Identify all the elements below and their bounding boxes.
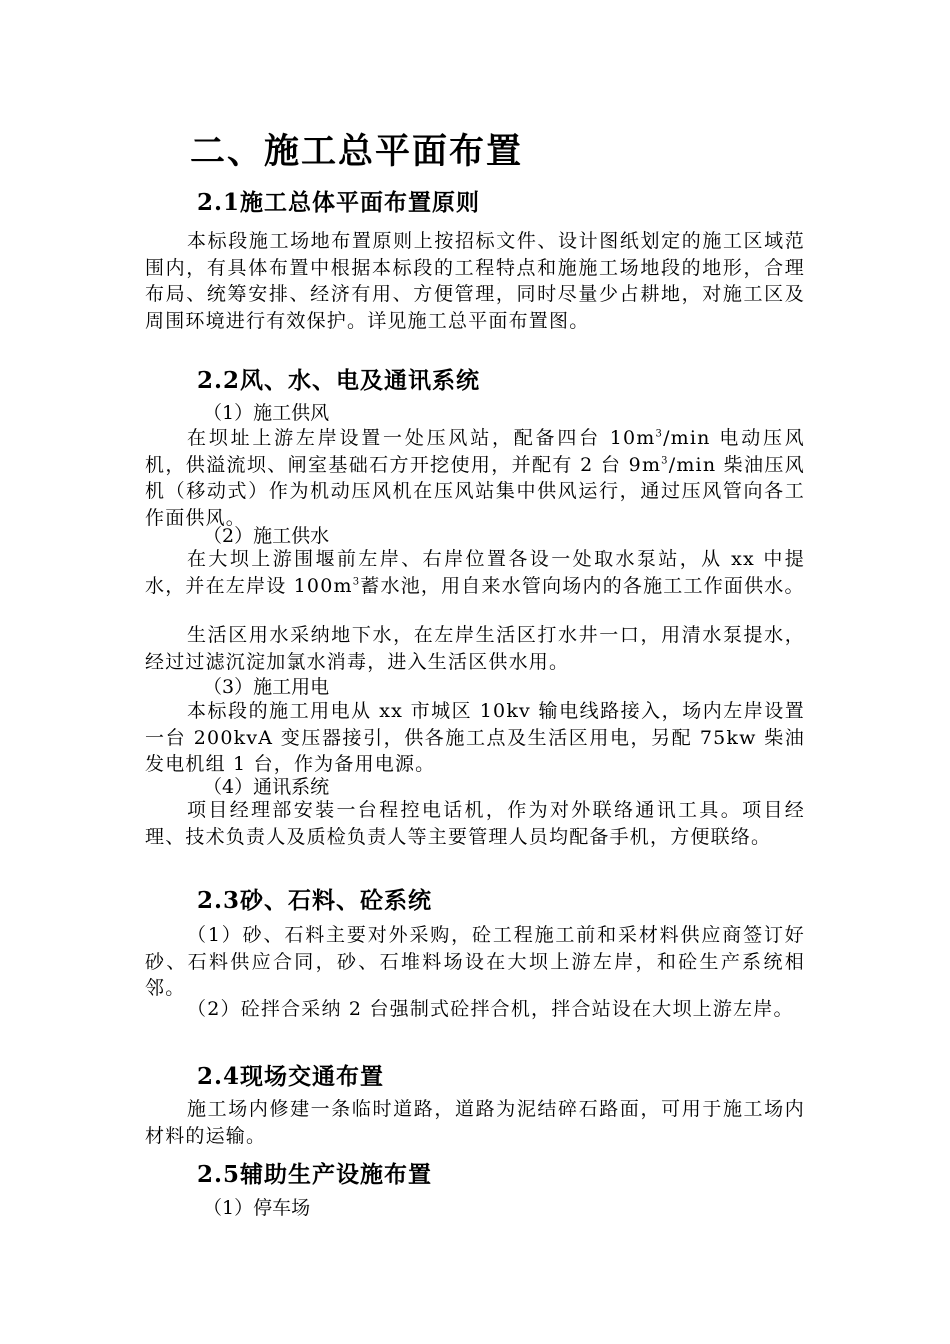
air-supply-paragraph: 在坝址上游左岸设置一处压风站，配备四台 $10m^3/\min$ 电动压风机，供溢流坝、闸室基础石方开挖使用，并配有 2 台 $9m^3/\min$ 柴油压风机（移动式）作为机动压风机在压风站集中供风运行，通过压风管向各工作面供风。 [145, 427, 805, 529]
subsection-air-supply: （1）施工供风 [203, 402, 330, 424]
domestic-water-paragraph: 生活区用水采纳地下水，在左岸生活区打水井一口，用清水泵提水，经过过滤沉淀加氯水消毒，进入生活区供水用。 [145, 624, 805, 673]
subsection-communication: （4）通讯系统 [203, 776, 330, 798]
subsection-water-supply: （2）施工供水 [203, 525, 330, 547]
subsection-power-supply: （3）施工用电 [203, 676, 330, 698]
water-supply-paragraph: 在大坝上游围堰前左岸、右岸位置各设一处取水泵站，从 xx 中提水，并在左岸设 $100m^3$蓄水池，用自来水管向场内的各施工工作面供水。 [145, 548, 805, 597]
section-2-5-heading: 2.5辅助生产设施布置 [197, 1161, 433, 1188]
subsection-parking: （1）停车场 [203, 1197, 311, 1219]
traffic-paragraph: 施工场内修建一条临时道路，道路为泥结碎石路面，可用于施工场内材料的运输。 [145, 1098, 805, 1147]
section-2-1-paragraph: 本标段施工场地布置原则上按招标文件、设计图纸划定的施工区域范围内，有具体布置中根据本标段的工程特点和施施工场地段的地形，合理布局、统筹安排、经济有用、方便管理，同时尽量少占耕地，对施工区及周围环境进行有效保护。详见施工总平面布置图。 [145, 230, 805, 332]
communication-paragraph: 项目经理部安装一台程控电话机，作为对外联络通讯工具。项目经理、技术负责人及质检负责人等主要管理人员均配备手机，方便联络。 [145, 799, 805, 848]
section-2-3-heading: 2.3砂、石料、砼系统 [197, 887, 433, 914]
power-supply-paragraph: 本标段的施工用电从 xx 市城区 10kv 输电线路接入，场内左岸设置一台 200kvA 变压器接引，供各施工点及生活区用电，另配 75kw 柴油发电机组 1 台，作为备用电源。 [145, 700, 805, 775]
section-2-1-heading: 2.1施工总体平面布置原则 [197, 189, 481, 216]
sand-stone-paragraph: （1）砂、石料主要对外采购，砼工程施工前和采材料供应商签订好砂、石料供应合同，砂、石堆料场设在大坝上游左岸，和砼生产系统相邻。 [145, 924, 805, 999]
page-title: 二、施工总平面布置 [190, 132, 524, 172]
section-2-4-heading: 2.4现场交通布置 [197, 1063, 385, 1090]
concrete-mixing-paragraph: （2）砼拌合采纳 2 台强制式砼拌合机，拌合站设在大坝上游左岸。 [187, 998, 794, 1020]
section-2-2-heading: 2.2风、水、电及通讯系统 [197, 367, 481, 394]
